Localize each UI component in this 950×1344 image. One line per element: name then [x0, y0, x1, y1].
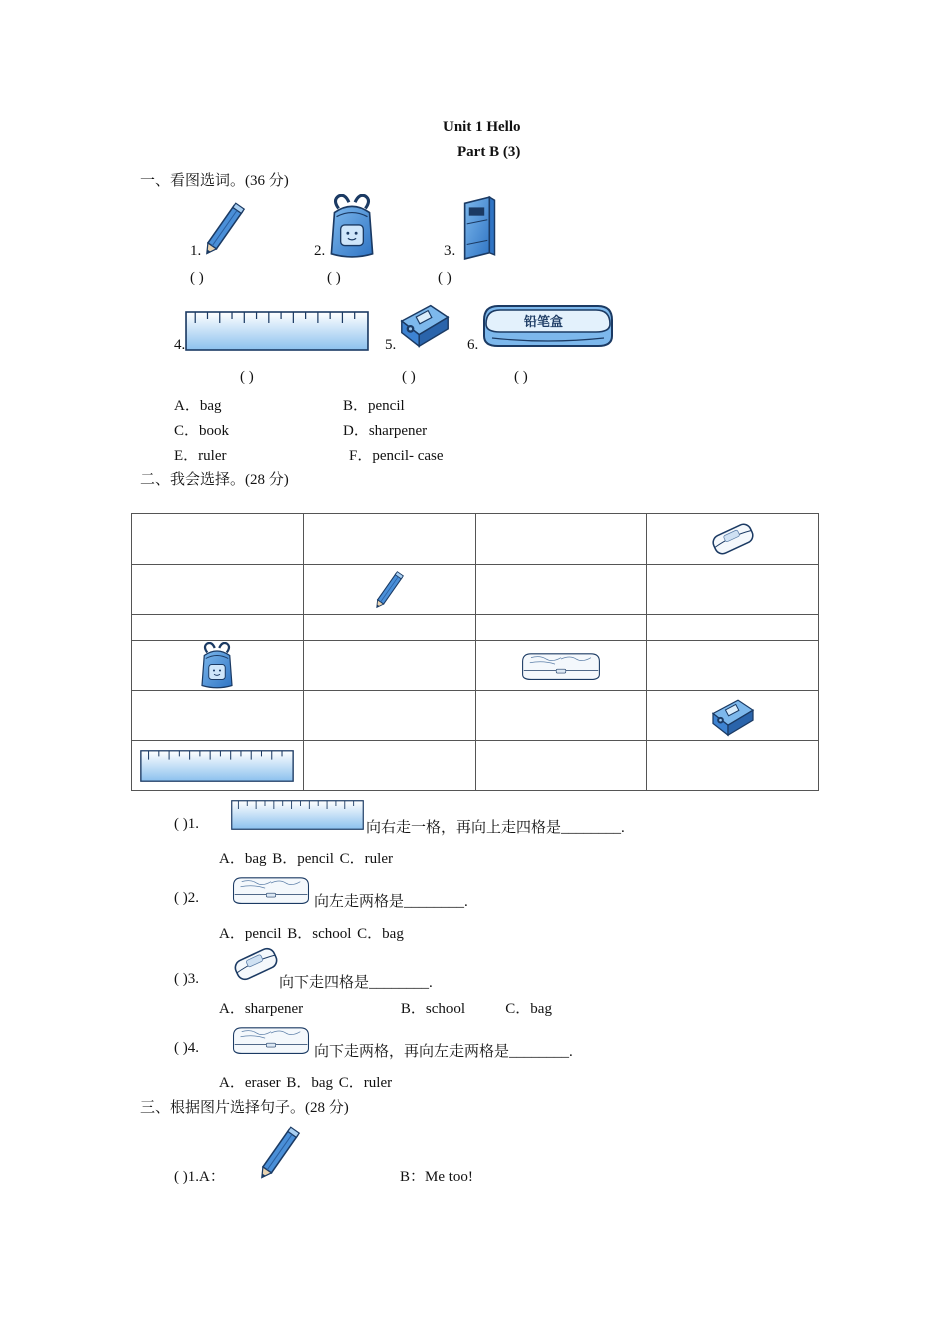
- ruler-icon: [231, 800, 364, 830]
- question-3-text: 向下走四格是________.: [279, 975, 433, 991]
- item-number-4: 4.: [174, 337, 186, 353]
- option-a: A．bag: [174, 398, 222, 414]
- grid-cell: [475, 615, 647, 641]
- map-grid: [131, 513, 819, 791]
- grid-cell: [647, 741, 819, 791]
- grid-cell: [647, 615, 819, 641]
- answer-blank-2[interactable]: ( ): [327, 270, 341, 286]
- question-2: ( )2.: [174, 890, 199, 906]
- pencil-case-icon: [230, 874, 312, 906]
- answer-blank-3[interactable]: ( ): [438, 270, 452, 286]
- grid-cell: [132, 514, 304, 565]
- grid-cell: [303, 691, 475, 741]
- section3-heading: 三、根据图片选择句子。(28 分): [140, 1100, 349, 1116]
- grid-cell: [132, 565, 304, 615]
- question-1-options: A．bag B．pencil C．ruler: [219, 851, 393, 867]
- backpack-icon: [197, 642, 237, 690]
- answer-blank-4[interactable]: ( ): [240, 369, 254, 385]
- question-1: ( )1.: [174, 816, 199, 832]
- pencil-icon: [198, 198, 250, 260]
- question-2-text: 向左走两格是________.: [314, 894, 468, 910]
- question-3: ( )3.: [174, 971, 199, 987]
- question-2-options: A．pencil B．school C．bag: [219, 926, 404, 942]
- question-4: ( )4.: [174, 1040, 199, 1056]
- grid-cell-pencil-case: [475, 641, 647, 691]
- answer-blank-5[interactable]: ( ): [402, 369, 416, 385]
- answer-paren[interactable]: ( ): [174, 890, 188, 906]
- sharpener-icon: [396, 298, 454, 350]
- option-e: E．ruler: [174, 448, 227, 464]
- grid-cell: [303, 615, 475, 641]
- grid-cell-ruler: [132, 741, 304, 791]
- grid-cell: [647, 565, 819, 615]
- answer-blank-1[interactable]: ( ): [190, 270, 204, 286]
- grid-cell: [303, 514, 475, 565]
- grid-cell: [647, 641, 819, 691]
- eraser-icon: [231, 944, 281, 984]
- grid-cell-eraser: [647, 514, 819, 565]
- answer-blank-6[interactable]: ( ): [514, 369, 528, 385]
- section2-heading: 二、我会选择。(28 分): [140, 472, 289, 488]
- sharpener-icon: [708, 695, 758, 737]
- pencil-case-icon: [230, 1024, 312, 1056]
- answer-paren[interactable]: ( ): [174, 1040, 188, 1056]
- grid-cell: [303, 641, 475, 691]
- option-f: F．pencil- case: [349, 448, 444, 464]
- grid-cell: [475, 565, 647, 615]
- grid-cell: [475, 514, 647, 565]
- section3-question-1: ( )1.A：: [174, 1169, 225, 1185]
- pencil-case-picture: [478, 300, 618, 350]
- grid-cell: [303, 741, 475, 791]
- ruler-icon: [140, 750, 294, 782]
- pencil-case-icon: [519, 650, 603, 682]
- grid-cell: [475, 691, 647, 741]
- question-1-text: 向右走一格，再向上走四格是________.: [366, 820, 625, 836]
- item-number-6: 6.: [467, 337, 479, 353]
- unit-title: Unit 1 Hello: [443, 119, 521, 135]
- section3-answer-b: B：Me too!: [400, 1169, 473, 1185]
- question-3-options: A．sharpener B．school C．bag: [219, 1001, 552, 1017]
- grid-cell: [132, 691, 304, 741]
- backpack-icon: [324, 194, 380, 260]
- part-title: Part B (3): [457, 144, 521, 160]
- answer-paren[interactable]: ( ): [174, 1169, 188, 1185]
- item-number-2: 2.: [314, 243, 326, 259]
- grid-cell-sharpener: [647, 691, 819, 741]
- question-4-text: 向下走两格，再向左走两格是________.: [314, 1044, 573, 1060]
- pencil-case-label: 铅笔盒: [524, 315, 564, 330]
- question-4-options: A．eraser B．bag C．ruler: [219, 1075, 393, 1091]
- item-number-5: 5.: [385, 337, 397, 353]
- option-c: C．book: [174, 423, 230, 439]
- grid-cell: [132, 615, 304, 641]
- pencil-icon: [372, 568, 406, 612]
- item-number-3: 3.: [444, 243, 456, 259]
- ruler-icon: [185, 311, 369, 351]
- option-b: B．pencil: [343, 398, 405, 414]
- grid-cell: [475, 741, 647, 791]
- answer-paren[interactable]: ( ): [174, 816, 188, 832]
- eraser-icon: [709, 521, 757, 557]
- option-d: D．sharpener: [343, 423, 428, 439]
- grid-cell-bag: [132, 641, 304, 691]
- book-icon: [455, 193, 499, 261]
- grid-cell-pencil: [303, 565, 475, 615]
- section1-heading: 一、看图选词。(36 分): [140, 173, 289, 189]
- item-number-1: 1.: [190, 243, 202, 259]
- pencil-icon: [254, 1122, 304, 1184]
- answer-paren[interactable]: ( ): [174, 971, 188, 987]
